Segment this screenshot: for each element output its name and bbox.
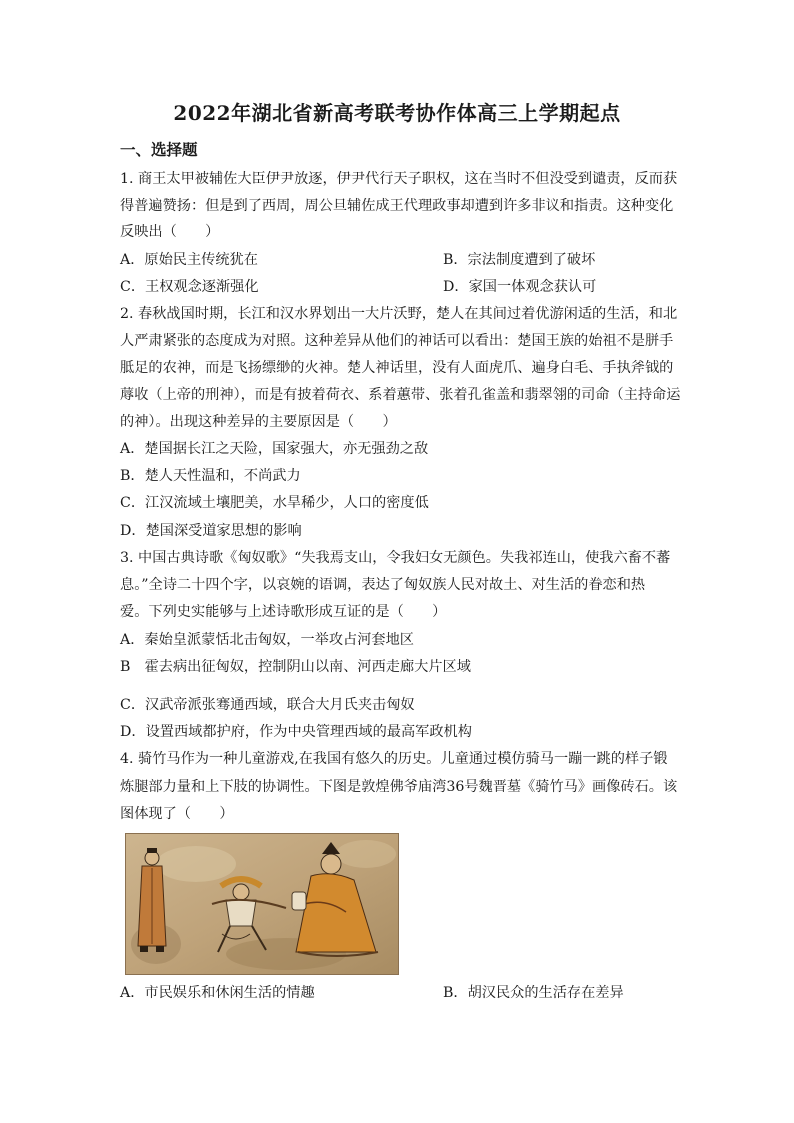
q4-line-2: 炼腿部力量和上下肢的协调性。下图是敦煌佛爷庙湾36号魏晋墓《骑竹马》画像砖石。该 <box>120 779 678 795</box>
q1-line-3: 反映出（ ） <box>120 224 220 240</box>
q1-option-d: D．家国一体观念获认可 <box>443 279 597 295</box>
q1-option-c: C．王权观念逐渐强化 <box>120 279 259 295</box>
q3-line-3: 爱。下列史实能够与上述诗歌形成互证的是（ ） <box>120 604 447 620</box>
q2-line-2: 人严肃紧张的态度成为对照。这种差异从他们的神话可以看出：楚国王族的始祖不是胼手 <box>120 333 674 349</box>
q4-option-b: B．胡汉民众的生活存在差异 <box>443 985 624 1001</box>
q4-option-a: A．市民娱乐和休闲生活的情趣 <box>120 985 315 1001</box>
q2-line-5: 的神）。出现这种差异的主要原因是（ ） <box>120 414 397 430</box>
section-heading: 一、选择题 <box>120 140 198 159</box>
q2-line-3: 胝足的农神，而是飞扬缥缈的火神。楚人神话里，没有人面虎爪、遍身白毛、手执斧钺的 <box>120 360 674 376</box>
q3-option-a: A．秦始皇派蒙恬北击匈奴，一举攻占河套地区 <box>120 632 414 648</box>
q1-option-b: B．宗法制度遭到了破坏 <box>443 252 596 268</box>
document-title: 2022年湖北省新高考联考协作体高三上学期起点 <box>173 101 621 125</box>
q4-line-1: 4. 骑竹马作为一种儿童游戏,在我国有悠久的历史。儿童通过模仿骑马一蹦一跳的样子锻 <box>120 751 668 767</box>
q1-option-a: A．原始民主传统犹在 <box>120 252 258 268</box>
q3-option-d: D．设置西域都护府，作为中央管理西域的最高军政机构 <box>120 724 472 740</box>
q1-line-2: 得普遍赞扬：但是到了西周，周公旦辅佐成王代理政事却遭到许多非议和指责。这种变化 <box>120 198 674 214</box>
q4-line-3: 图体现了（ ） <box>120 806 234 822</box>
brick-painting-image <box>125 833 399 975</box>
q2-option-c: C．江汉流域土壤肥美，水旱稀少，人口的密度低 <box>120 495 429 511</box>
q2-option-d: D．楚国深受道家思想的影响 <box>120 523 302 539</box>
q2-line-4: 蓐收（上帝的刑神），而是有披着荷衣、系着蕙带、张着孔雀盖和翡翠翎的司命（主持命运 <box>120 387 681 403</box>
q2-option-b: B．楚人天性温和，不尚武力 <box>120 468 301 484</box>
q2-line-1: 2. 春秋战国时期，长江和汉水界划出一大片沃野，楚人在其间过着优游闲适的生活，和北 <box>120 306 678 322</box>
q3-line-1: 3. 中国古典诗歌《匈奴歌》“失我焉支山，令我妇女无颜色。失我祁连山，使我六畜不蕃 <box>120 550 671 566</box>
brick-painting-illustration <box>126 834 398 974</box>
q3-option-c: C．汉武帝派张骞通西域，联合大月氏夹击匈奴 <box>120 697 415 713</box>
q1-line-1: 1. 商王太甲被辅佐大臣伊尹放逐，伊尹代行天子职权，这在当时不但没受到谴责，反而获 <box>120 171 678 187</box>
q3-option-b: B 霍去病出征匈奴，控制阴山以南、河西走廊大片区域 <box>120 659 471 675</box>
q3-line-2: 息。”全诗二十四个字，以哀婉的语调，表达了匈奴族人民对故土、对生活的眷恋和热 <box>120 577 646 593</box>
q2-option-a: A．楚国据长江之天险，国家强大，亦无强劲之敌 <box>120 441 429 457</box>
